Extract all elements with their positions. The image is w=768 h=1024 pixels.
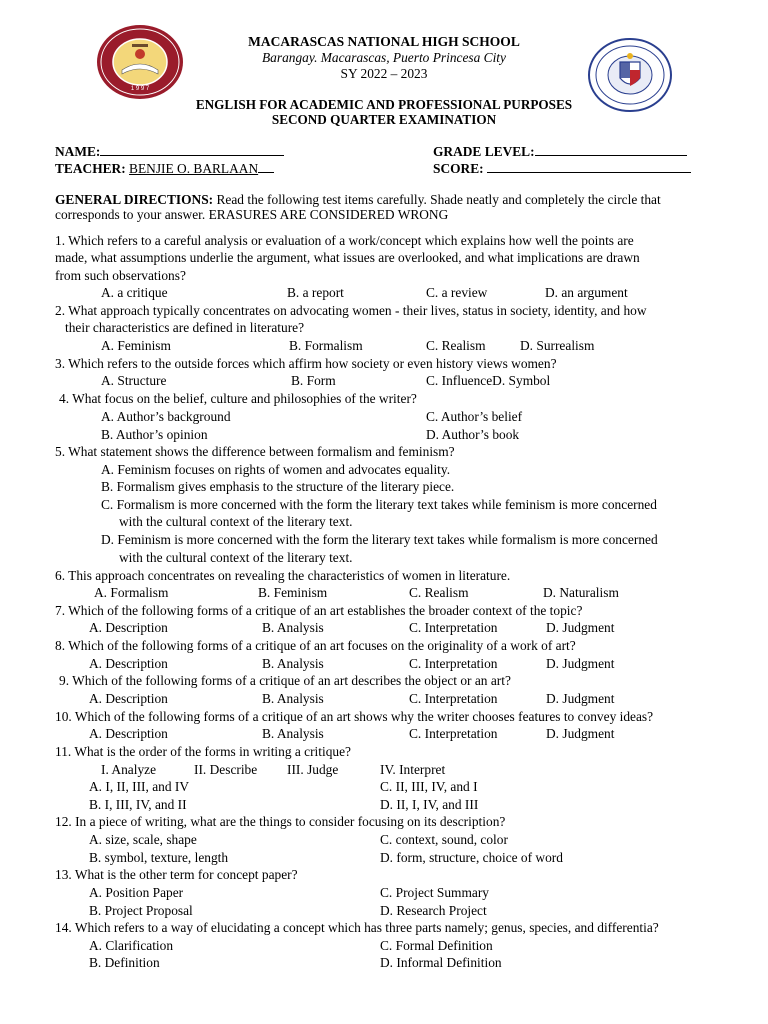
teacher-label: TEACHER:: [55, 161, 126, 176]
grade-level-field[interactable]: [433, 143, 687, 160]
q7-option-a[interactable]: A. Description: [89, 620, 168, 635]
score-blank[interactable]: [487, 160, 691, 173]
question-11-stem: 11. What is the order of the forms in writing a critique?: [55, 744, 351, 759]
name-field[interactable]: [55, 143, 284, 160]
q2-option-d[interactable]: D. Surrealism: [520, 338, 595, 353]
q12-option-b[interactable]: B. symbol, texture, length: [89, 850, 229, 865]
q11-option-c[interactable]: C. II, III, IV, and I: [380, 779, 478, 794]
q4-option-a[interactable]: A. Author’s background: [101, 409, 231, 424]
question-3-stem: 3. Which refers to the outside forces which affirm how society or even history views women?: [55, 356, 557, 371]
question-7-stem: 7. Which of the following forms of a critique of an art establishes the broader context of the topic?: [55, 603, 583, 618]
q14-option-b[interactable]: B. Definition: [89, 955, 160, 970]
q14-option-c[interactable]: C. Formal Definition: [380, 938, 493, 953]
q2-option-a[interactable]: A. Feminism: [101, 338, 171, 353]
q5-option-a[interactable]: A. Feminism focuses on rights of women and advocates equality.: [101, 462, 451, 477]
q2-option-b[interactable]: B. Formalism: [289, 338, 363, 353]
school-address: Barangay. Macarascas, Puerto Princesa City: [262, 50, 506, 65]
name-label: NAME:: [55, 144, 101, 159]
question-1-stem-3: from such observations?: [55, 268, 186, 283]
question-8-stem: 8. Which of the following forms of a critique of an art focuses on the originality of a work of art?: [55, 638, 576, 653]
q4-option-c[interactable]: C. Author’s belief: [426, 409, 523, 424]
q11-item-3: III. Judge: [287, 762, 339, 777]
teacher-blank: [258, 160, 274, 173]
q8-option-c[interactable]: C. Interpretation: [409, 656, 498, 671]
q14-option-a[interactable]: A. Clarification: [89, 938, 174, 953]
q6-option-b[interactable]: B. Feminism: [258, 585, 328, 600]
q10-option-d[interactable]: D. Judgment: [546, 726, 615, 741]
q9-option-a[interactable]: A. Description: [89, 691, 168, 706]
question-14-stem: 14. Which refers to a way of elucidating a concept which has three parts namely; genus, species, and differentia?: [55, 920, 659, 935]
directions: [55, 192, 661, 208]
q5-option-d-2[interactable]: with the cultural context of the literary text.: [119, 550, 353, 565]
grade-level-blank[interactable]: [535, 143, 687, 156]
q14-option-d[interactable]: D. Informal Definition: [380, 955, 502, 970]
q6-option-a[interactable]: A. Formalism: [94, 585, 169, 600]
q1-option-b[interactable]: B. a report: [287, 285, 344, 300]
q3-option-c[interactable]: C. InfluenceD. Symbol: [426, 373, 551, 388]
q13-option-a[interactable]: A. Position Paper: [89, 885, 184, 900]
q5-option-d-1[interactable]: D. Feminism is more concerned with the form the literary text takes while formalism is more concerned: [101, 532, 658, 547]
q11-option-a[interactable]: A. I, II, III, and IV: [89, 779, 190, 794]
q6-option-c[interactable]: C. Realism: [409, 585, 469, 600]
q9-option-b[interactable]: B. Analysis: [262, 691, 324, 706]
question-13-stem: 13. What is the other term for concept paper?: [55, 867, 298, 882]
q6-option-d[interactable]: D. Naturalism: [543, 585, 619, 600]
question-2-stem-2: their characteristics are defined in literature?: [65, 320, 305, 335]
subject-title: ENGLISH FOR ACADEMIC AND PROFESSIONAL PURPOSES: [195, 97, 573, 112]
directions-text-1: Read the following test items carefully. Shade neatly and completely the circle that: [216, 192, 661, 207]
q1-option-d[interactable]: D. an argument: [545, 285, 628, 300]
question-12-stem: 12. In a piece of writing, what are the things to consider focusing on its description?: [55, 814, 506, 829]
question-2-stem-1: 2. What approach typically concentrates on advocating women - their lives, status in society, identity, and how: [55, 303, 647, 318]
grade-level-label: GRADE LEVEL:: [433, 144, 535, 159]
score-label: SCORE:: [433, 161, 484, 176]
q5-option-b[interactable]: B. Formalism gives emphasis to the structure of the literary piece.: [101, 479, 455, 494]
question-1-stem-1: 1. Which refers to a careful analysis or evaluation of a work/concept which explains how well the points are: [55, 233, 634, 248]
question-6-stem: 6. This approach concentrates on revealing the characteristics of women in literature.: [55, 568, 511, 583]
q2-option-c[interactable]: C. Realism: [426, 338, 486, 353]
school-year: SY 2022 – 2023: [340, 66, 428, 81]
q7-option-b[interactable]: B. Analysis: [262, 620, 324, 635]
directions-label: GENERAL DIRECTIONS:: [55, 192, 214, 207]
question-9-stem: 9. Which of the following forms of a critique of an art describes the object or an art?: [59, 673, 511, 688]
q9-option-d[interactable]: D. Judgment: [546, 691, 615, 706]
score-field[interactable]: [433, 160, 691, 177]
q5-option-c-1[interactable]: C. Formalism is more concerned with the form the literary text takes while feminism is more concerned: [101, 497, 657, 512]
q7-option-c[interactable]: C. Interpretation: [409, 620, 498, 635]
teacher-value: BENJIE O. BARLAAN: [129, 161, 259, 176]
q3-option-b[interactable]: B. Form: [291, 373, 336, 388]
q9-option-c[interactable]: C. Interpretation: [409, 691, 498, 706]
q12-option-a[interactable]: A. size, scale, shape: [89, 832, 197, 847]
question-4-stem: 4. What focus on the belief, culture and philosophies of the writer?: [59, 391, 417, 406]
q1-option-a[interactable]: A. a critique: [101, 285, 168, 300]
seal-year-text: 1 9 9 7: [130, 86, 150, 92]
q4-option-d[interactable]: D. Author’s book: [426, 427, 520, 442]
q13-option-b[interactable]: B. Project Proposal: [89, 903, 193, 918]
q8-option-a[interactable]: A. Description: [89, 656, 168, 671]
q11-item-4: IV. Interpret: [380, 762, 446, 777]
directions-text-2: corresponds to your answer. ERASURES ARE CONSIDERED WRONG: [55, 207, 449, 222]
q10-option-b[interactable]: B. Analysis: [262, 726, 324, 741]
q11-option-b[interactable]: B. I, III, IV, and II: [89, 797, 187, 812]
question-5-stem: 5. What statement shows the difference between formalism and feminism?: [55, 444, 455, 459]
q12-option-c[interactable]: C. context, sound, color: [380, 832, 508, 847]
q8-option-d[interactable]: D. Judgment: [546, 656, 615, 671]
q10-option-c[interactable]: C. Interpretation: [409, 726, 498, 741]
question-1-stem-2: made, what assumptions underlie the argument, what issues are overlooked, and what implications are drawn: [55, 250, 640, 265]
q11-item-1: I. Analyze: [101, 762, 157, 777]
name-blank[interactable]: [100, 143, 284, 156]
school-name: MACARASCAS NATIONAL HIGH SCHOOL: [248, 34, 520, 49]
q11-option-d[interactable]: D. II, I, IV, and III: [380, 797, 479, 812]
q7-option-d[interactable]: D. Judgment: [546, 620, 615, 635]
q12-option-d[interactable]: D. form, structure, choice of word: [380, 850, 563, 865]
q11-item-2: II. Describe: [194, 762, 258, 777]
q4-option-b[interactable]: B. Author’s opinion: [101, 427, 208, 442]
q13-option-d[interactable]: D. Research Project: [380, 903, 487, 918]
q3-option-a[interactable]: A. Structure: [101, 373, 167, 388]
q1-option-c[interactable]: C. a review: [426, 285, 488, 300]
q5-option-c-2[interactable]: with the cultural context of the literary text.: [119, 514, 353, 529]
q10-option-a[interactable]: A. Description: [89, 726, 168, 741]
teacher-field: [55, 160, 274, 177]
q13-option-c[interactable]: C. Project Summary: [380, 885, 489, 900]
exam-title: SECOND QUARTER EXAMINATION: [271, 112, 497, 127]
q8-option-b[interactable]: B. Analysis: [262, 656, 324, 671]
question-10-stem: 10. Which of the following forms of a critique of an art shows why the writer chooses features to convey ideas?: [55, 709, 654, 724]
